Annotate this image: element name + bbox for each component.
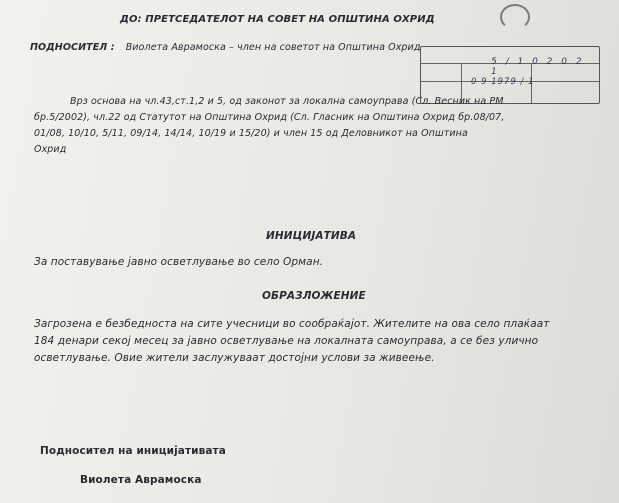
initiative-title: ИНИЦИЈАТИВА [266, 230, 357, 242]
explanation-line-1: Загрозена е безбедноста на сите учесници во сообраќајот. Жителите на ова село плаќаат [34, 318, 550, 330]
submitter-label: ПОДНОСИТЕЛ : [30, 42, 115, 53]
initiative-text: За поставување јавно осветлување во село Орман. [34, 256, 324, 268]
submitter-line [30, 42, 421, 53]
stamp-handwritten-number: 0 9 1979 / 1 [471, 77, 535, 87]
explanation-line-2: 184 денари секој месец за јавно осветлување на локалната самоуправа, а се без улично [34, 335, 539, 347]
legal-basis-line-4: Охрид [34, 144, 67, 155]
submitter-value: Виолета Аврамоска – член на советот на Општина Охрид [125, 42, 421, 53]
signer-label: Подносител на иницијативата [40, 445, 226, 457]
stamp-mark-icon [500, 4, 530, 30]
legal-basis-line-3: 01/08, 10/10, 5/11, 09/14, 14/14, 10/19 и 15/20) и член 15 од Деловникот на Општина [34, 128, 468, 139]
explanation-line-3: осветлување. Овие жители заслужуваат достојни услови за живеење. [34, 352, 435, 364]
legal-basis-line-2: бр.5/2002), чл.22 од Статутот на Општина Охрид (Сл. Гласник на Општина Охрид бр.08/07, [34, 112, 505, 123]
explanation-title: ОБРАЗЛОЖЕНИЕ [262, 290, 366, 302]
addressee-line: ДО: ПРЕТСЕДАТЕЛОТ НА СОВЕТ НА ОПШТИНА ОХРИД [120, 14, 435, 25]
stamp-handwritten-date: 5 / 1 0 2 0 2 1 [491, 57, 585, 77]
signer-name: Виолета Аврамоска [80, 474, 202, 486]
legal-basis-line-1: Врз основа на чл.43,ст.1,2 и 5, од законот за локална самоуправа (Сл. Весник на РМ [70, 96, 504, 107]
